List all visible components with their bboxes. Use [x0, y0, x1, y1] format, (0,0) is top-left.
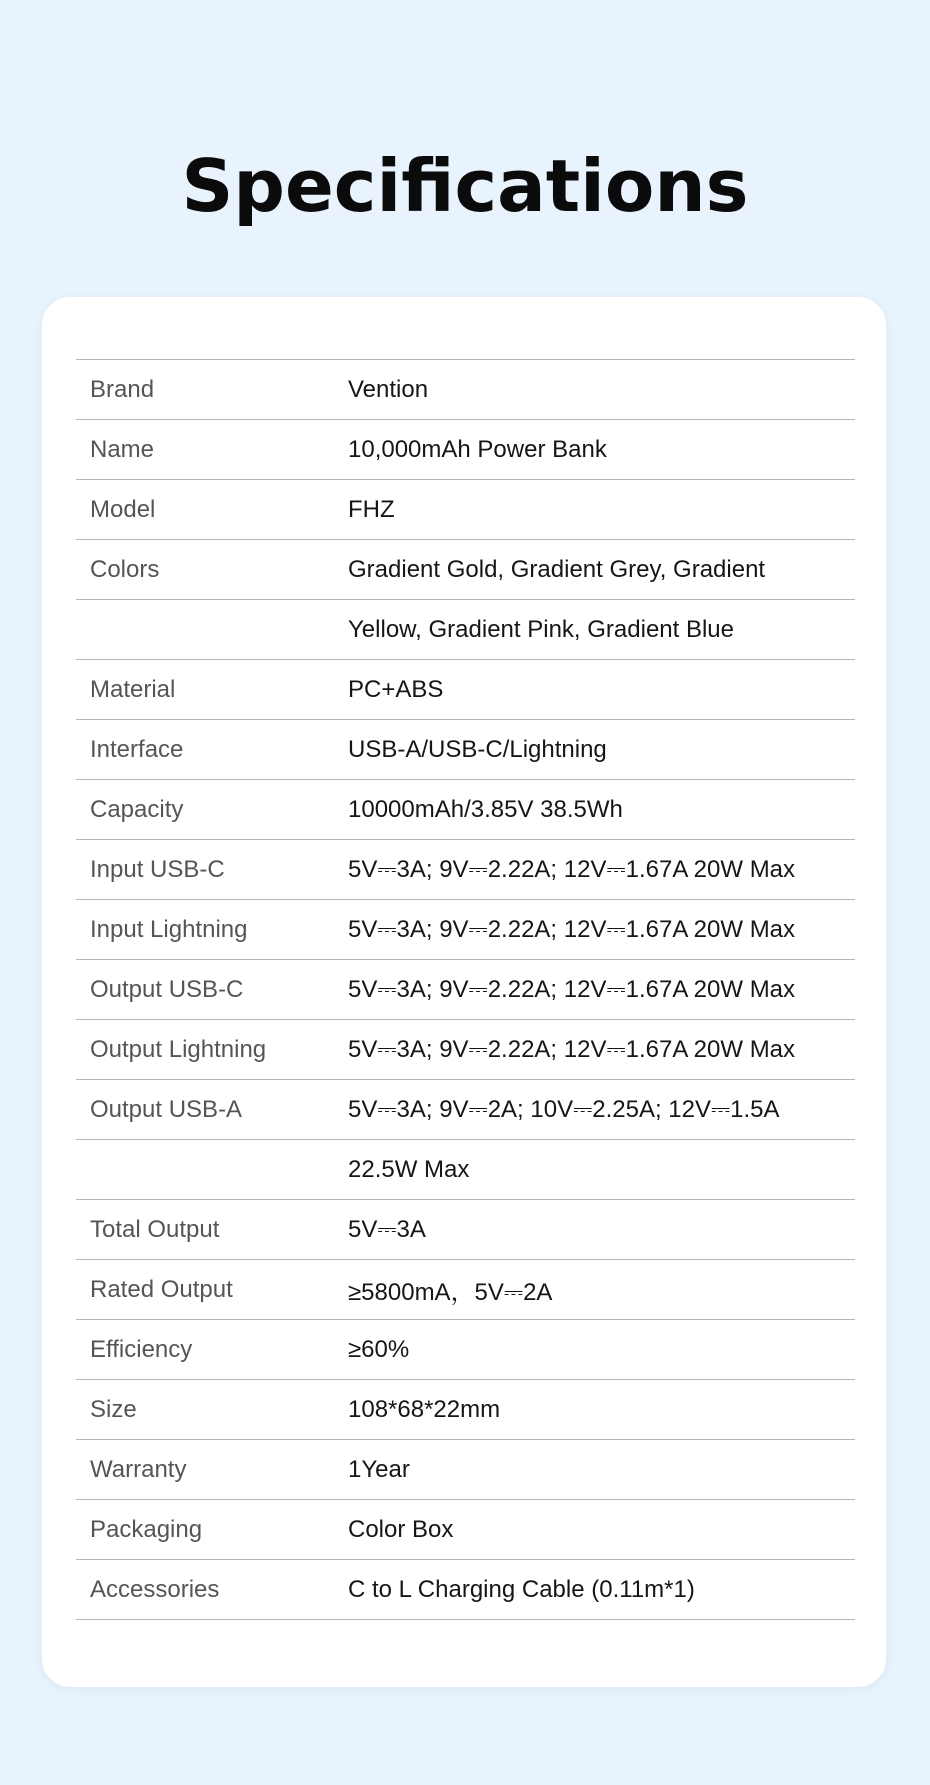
- spec-value-brand: Vention: [348, 375, 429, 403]
- spec-label-output-lightning: Output Lightning: [90, 1035, 267, 1063]
- spec-label-size: Size: [90, 1395, 137, 1423]
- table-row: [76, 1320, 855, 1380]
- table-row: [76, 960, 855, 1020]
- page-title: Specifications: [181, 144, 749, 228]
- table-row: [76, 1380, 855, 1440]
- spec-label-accessories: Accessories: [90, 1575, 220, 1603]
- table-row: [76, 660, 855, 720]
- spec-label-colors: Colors: [90, 555, 160, 583]
- spec-label-model: Model: [90, 495, 156, 523]
- spec-value-model: FHZ: [348, 495, 395, 523]
- spec-value-input-lightning: 5V⎓3A; 9V⎓2.22A; 12V⎓1.67A 20W Max: [348, 915, 796, 943]
- table-row: [76, 1440, 855, 1500]
- spec-label-input-lightning: Input Lightning: [90, 915, 248, 943]
- table-row: [76, 360, 855, 420]
- spec-value-capacity: 10000mAh/3.85V 38.5Wh: [348, 795, 623, 823]
- table-row: [76, 840, 855, 900]
- spec-value-output-usb-a: 5V⎓3A; 9V⎓2A; 10V⎓2.25A; 12V⎓1.5A: [348, 1095, 780, 1123]
- table-row: [76, 1020, 855, 1080]
- table-row: [76, 480, 855, 540]
- spec-label-interface: Interface: [90, 735, 184, 763]
- spec-value-input-usb-c: 5V⎓3A; 9V⎓2.22A; 12V⎓1.67A 20W Max: [348, 855, 796, 883]
- table-row: [76, 600, 855, 660]
- spec-label-capacity: Capacity: [90, 795, 184, 823]
- spec-value-interface: USB-A/USB-C/Lightning: [348, 735, 607, 763]
- spec-label-warranty: Warranty: [90, 1455, 187, 1483]
- spec-label-input-usb-c: Input USB-C: [90, 855, 225, 883]
- spec-value-size: 108*68*22mm: [348, 1395, 501, 1423]
- table-row: [76, 1080, 855, 1140]
- table-row: [76, 420, 855, 480]
- table-row: [76, 540, 855, 600]
- spec-label-rated-output: Rated Output: [90, 1275, 233, 1303]
- spec-value-total-output: 5V⎓3A: [348, 1215, 426, 1243]
- spec-value-packaging: Color Box: [348, 1515, 454, 1543]
- table-row: [76, 720, 855, 780]
- table-row: [76, 1200, 855, 1260]
- spec-value-warranty: 1Year: [348, 1455, 410, 1483]
- spec-label-output-usb-a-cont: [76, 1140, 348, 1200]
- spec-label-packaging: Packaging: [90, 1515, 203, 1543]
- spec-card: [42, 297, 886, 1687]
- table-row: [76, 900, 855, 960]
- spec-value-efficiency: ≥60%: [348, 1335, 410, 1363]
- spec-label-efficiency: Efficiency: [90, 1335, 193, 1363]
- table-row: [76, 780, 855, 840]
- spec-table: [76, 359, 855, 1620]
- spec-value-output-usb-a-cont: 22.5W Max: [348, 1155, 470, 1183]
- spec-label-output-usb-c: Output USB-C: [90, 975, 244, 1003]
- spec-label-brand: Brand: [90, 375, 155, 403]
- spec-label-material: Material: [90, 675, 176, 703]
- spec-value-output-lightning: 5V⎓3A; 9V⎓2.22A; 12V⎓1.67A 20W Max: [348, 1035, 796, 1063]
- spec-value-colors: Gradient Gold, Gradient Grey, Gradient: [348, 555, 766, 583]
- table-row: [76, 1560, 855, 1620]
- spec-value-rated-output: ≥5800mA，5V⎓2A: [348, 1279, 553, 1306]
- spec-label-total-output: Total Output: [90, 1215, 220, 1243]
- table-row: [76, 1260, 855, 1320]
- spec-value-output-usb-c: 5V⎓3A; 9V⎓2.22A; 12V⎓1.67A 20W Max: [348, 975, 796, 1003]
- spec-label-colors-cont: [76, 600, 348, 660]
- spec-label-name: Name: [90, 435, 155, 463]
- spec-value-colors-cont: Yellow, Gradient Pink, Gradient Blue: [348, 615, 735, 643]
- spec-value-accessories: C to L Charging Cable (0.11m*1): [348, 1575, 695, 1603]
- spec-label-output-usb-a: Output USB-A: [90, 1095, 243, 1123]
- table-row: [76, 1500, 855, 1560]
- spec-value-name: 10,000mAh Power Bank: [348, 435, 607, 463]
- table-row: [76, 1140, 855, 1200]
- spec-value-material: PC+ABS: [348, 675, 444, 703]
